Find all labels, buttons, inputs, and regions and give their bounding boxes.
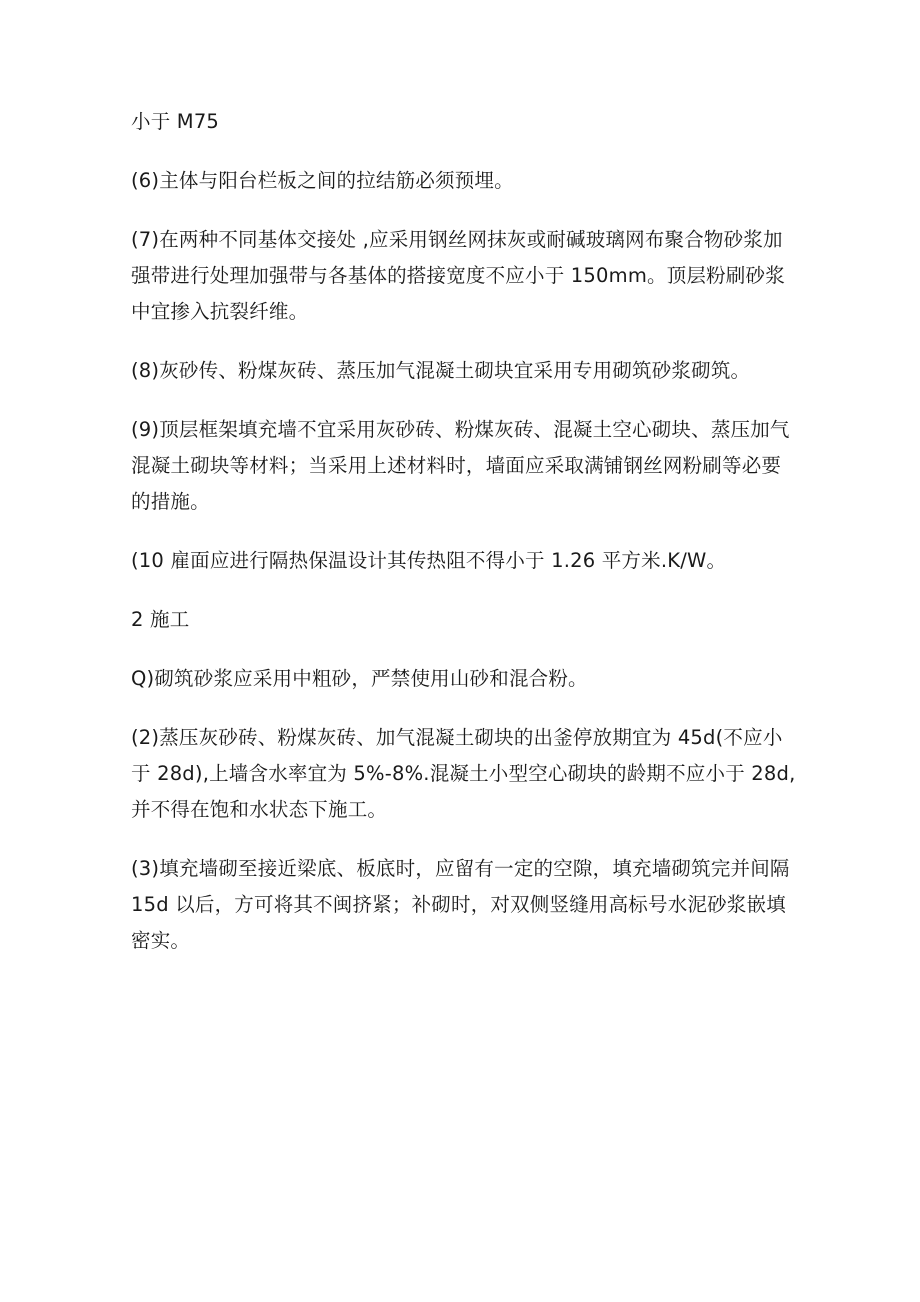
paragraph-item-9: [131, 412, 799, 520]
document-body: [131, 104, 799, 982]
paragraph-item-7: [131, 222, 799, 330]
section-heading: 2 施工: [131, 608, 190, 631]
text-line: 密实。: [131, 929, 191, 952]
text-line: (6)主体与阳台栏板之间的拉结筋必须预埋。: [131, 169, 514, 192]
text-line: 混凝土砌块等材料；当采用上述材料时，墙面应采取满铺钢丝网粉刷等必要: [131, 454, 782, 477]
paragraph-construction-3: [131, 851, 799, 959]
text-line: (2)蒸压灰砂砖、粉煤灰砖、加气混凝土砌块的出釜停放期宜为 45d(不应小: [131, 726, 783, 749]
paragraph-item-10: [131, 543, 799, 579]
section-heading-construction: [131, 602, 799, 638]
paragraph-mortar-grade: [131, 104, 799, 140]
text-line: (10 雇面应进行隔热保温设计其传热阻不得小于 1.26 平方米.K/W。: [131, 549, 727, 572]
text-line: (3)填充墙砌至接近梁底、板底时，应留有一定的空隙，填充墙砌筑完并间隔: [131, 857, 790, 880]
text-line: 小于 M75: [131, 110, 220, 133]
paragraph-construction-1: [131, 661, 799, 697]
text-line: 于 28d),上墙含水率宜为 5%-8%.混凝土小型空心砌块的龄期不应小于 28d,: [131, 762, 796, 785]
text-line: (9)顶层框架填充墙不宜采用灰砂砖、粉煤灰砖、混凝土空心砌块、蒸压加气: [131, 418, 790, 441]
text-line: (7)在两种不同基体交接处 ,应采用钢丝网抹灰或耐碱玻璃网布聚合物砂浆加: [131, 228, 783, 251]
paragraph-construction-2: [131, 720, 799, 828]
text-line: 15d 以后，方可将其不闽挤紧；补砌时，对双侧竖缝用高标号水泥砂浆嵌填: [131, 893, 786, 916]
paragraph-item-6: [131, 163, 799, 199]
text-line: 并不得在饱和水状态下施工。: [131, 798, 388, 821]
text-line: 的措施。: [131, 490, 210, 513]
text-line: Q)砌筑砂浆应采用中粗砂，严禁使用山砂和混合粉。: [131, 667, 588, 690]
paragraph-item-8: [131, 353, 799, 389]
text-line: 强带进行处理加强带与各基体的搭接宽度不应小于 150mm。顶层粉刷砂浆: [131, 264, 785, 287]
text-line: 中宜掺入抗裂纤维。: [131, 300, 309, 323]
text-line: (8)灰砂传、粉煤灰砖、蒸压加气混凝土砌块宜采用专用砌筑砂浆砌筑。: [131, 359, 751, 382]
